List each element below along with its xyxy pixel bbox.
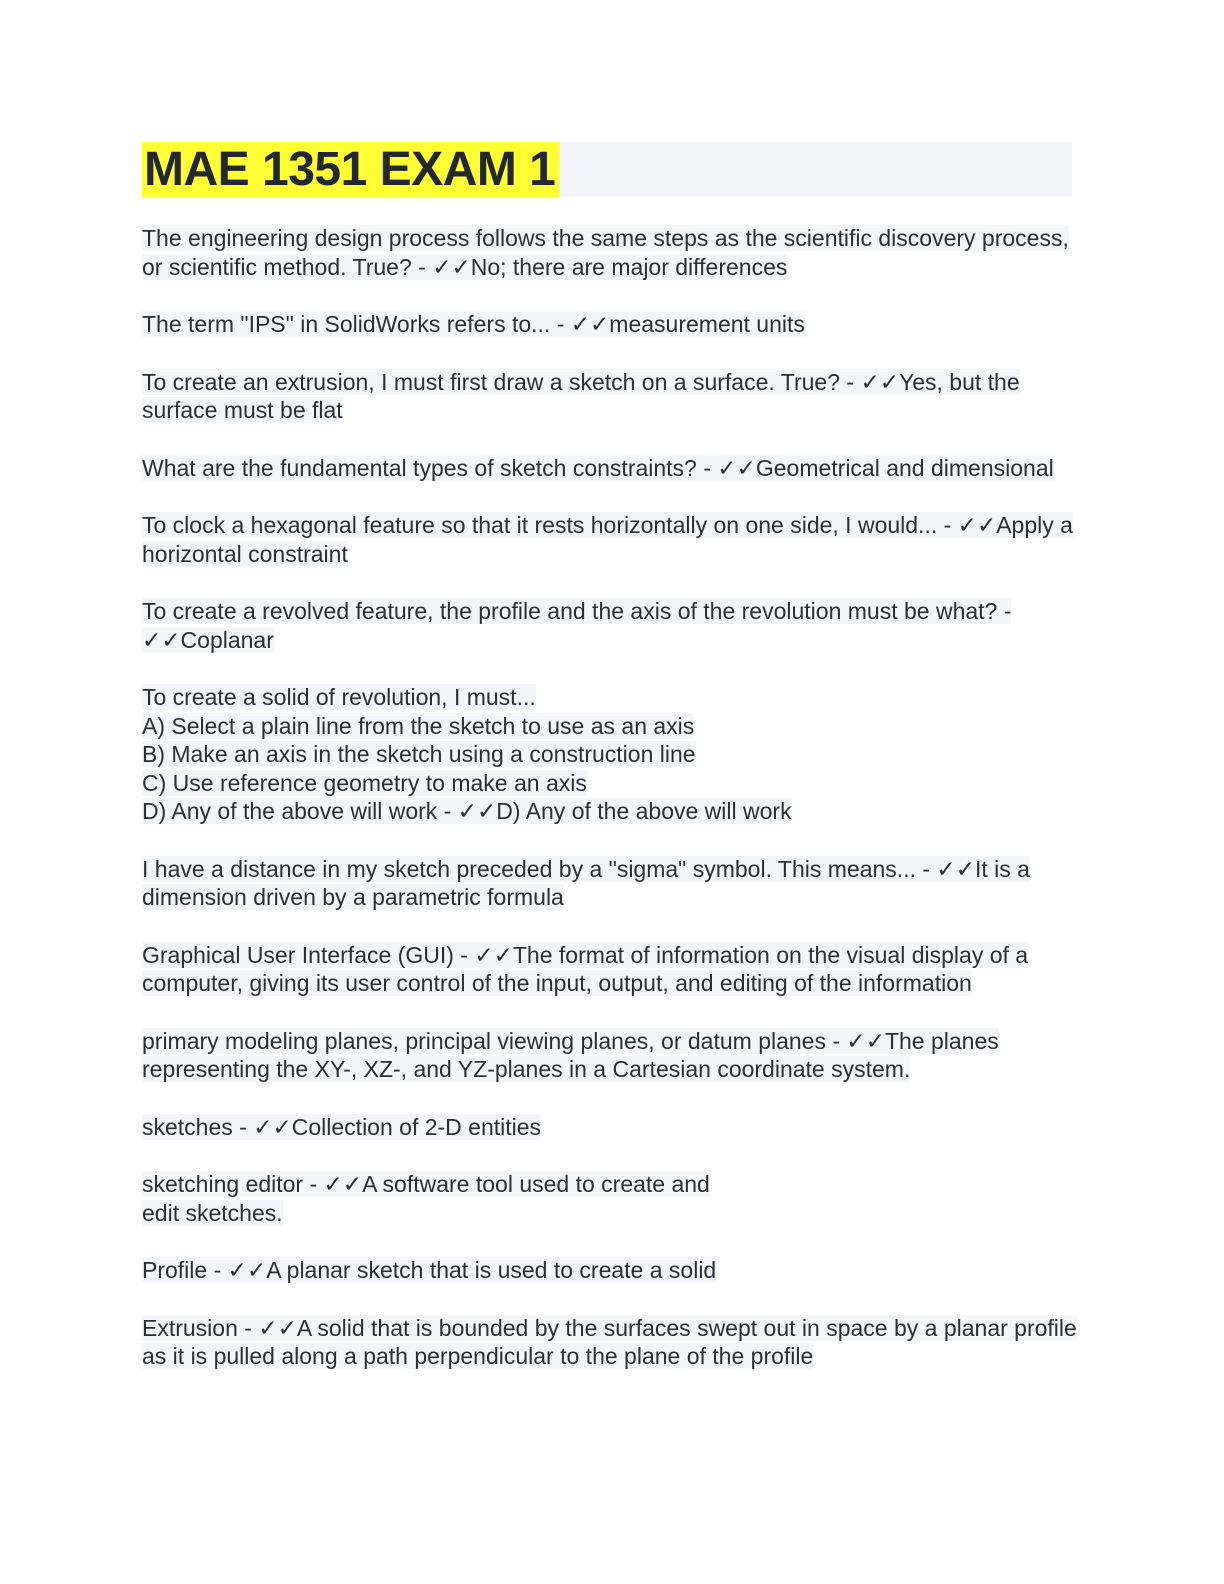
qa-item	[142, 1256, 1082, 1285]
answer-text: The planes representing the XY-, XZ-, and YZ-planes in a Cartesian coordinate system.	[142, 1027, 999, 1082]
question-text: To create a revolved feature, the profile and the axis of the revolution must be what? -	[142, 598, 1012, 624]
check-mark-icon: ✓✓	[432, 253, 471, 280]
question-text: Extrusion -	[142, 1314, 259, 1341]
check-mark-icon: ✓✓	[142, 626, 181, 653]
answer-text: A solid that is bounded by the surfaces swept out in space by a planar profile as it is pulled along a path perpendicular to the plane of the profile	[142, 1314, 1077, 1369]
question-line: To create a solid of revolution, I must...	[142, 684, 536, 710]
qa-item	[142, 368, 1082, 425]
option-d-line: D) Any of the above will work -	[142, 798, 458, 824]
question-text: I have a distance in my sketch preceded by a "sigma" symbol. This means... -	[142, 855, 937, 882]
answer-text: Apply a horizontal constraint	[142, 512, 1073, 567]
question-text: Graphical User Interface (GUI) -	[142, 941, 475, 968]
qa-item	[142, 511, 1082, 568]
check-mark-icon: ✓✓	[936, 855, 975, 882]
question-text: The term "IPS" in SolidWorks refers to... -	[142, 311, 571, 337]
answer-text: Coplanar	[180, 626, 274, 653]
check-mark-icon: ✓✓	[957, 512, 997, 538]
option-b-line: B) Make an axis in the sketch using a construction line	[142, 741, 696, 767]
answer-text: It is a dimension driven by a parametric formula	[142, 855, 1030, 910]
check-mark-icon: ✓✓	[323, 1171, 363, 1197]
check-mark-icon: ✓✓	[227, 1257, 267, 1283]
question-text: sketches -	[142, 1113, 254, 1140]
qa-item	[142, 1113, 1082, 1142]
answer-line: A software tool used to create and	[362, 1171, 710, 1197]
qa-item	[142, 1170, 1082, 1227]
qa-item	[142, 454, 1082, 483]
question-text: To clock a hexagonal feature so that it rests horizontally on one side, I would... -	[142, 512, 958, 538]
qa-list	[142, 224, 1082, 1400]
answer-text: The format of information on the visual display of a computer, giving its user control of the input, output, and editing of the information	[142, 941, 1029, 996]
option-a-line: A) Select a plain line from the sketch to use as an axis	[142, 712, 695, 739]
check-mark-icon: ✓✓	[253, 1113, 292, 1140]
answer-text: Collection of 2-D entities	[291, 1113, 542, 1140]
question-text: primary modeling planes, principal viewing planes, or datum planes -	[142, 1027, 847, 1054]
check-mark-icon: ✓✓	[860, 368, 899, 395]
question-text: What are the fundamental types of sketch constraints? -	[142, 454, 718, 481]
option-c-line: C) Use reference geometry to make an axis	[142, 769, 587, 796]
answer-line: edit sketches.	[142, 1199, 283, 1226]
question-text: sketching editor -	[142, 1171, 324, 1197]
qa-item	[142, 1027, 1082, 1084]
qa-item	[142, 224, 1082, 281]
answer-text: measurement units	[609, 311, 805, 337]
answer-text: Yes, but the surface must be flat	[142, 368, 1020, 423]
check-mark-icon: ✓✓	[570, 311, 610, 337]
answer-text: D) Any of the above will work	[496, 798, 792, 824]
answer-text: No; there are major differences	[470, 253, 788, 280]
check-mark-icon: ✓✓	[717, 454, 756, 481]
answer-text: Geometrical and dimensional	[755, 454, 1054, 481]
check-mark-icon: ✓✓	[846, 1027, 885, 1054]
page-title: MAE 1351 EXAM 1	[142, 142, 559, 197]
qa-item	[142, 1314, 1082, 1371]
answer-text: A planar sketch that is used to create a solid	[266, 1257, 717, 1283]
qa-item	[142, 683, 1082, 826]
check-mark-icon: ✓✓	[258, 1314, 297, 1341]
question-text: Profile -	[142, 1257, 228, 1283]
question-text: To create an extrusion, I must first draw a sketch on a surface. True? -	[142, 368, 861, 395]
qa-item	[142, 597, 1082, 654]
qa-item	[142, 310, 1082, 339]
check-mark-icon: ✓✓	[457, 798, 497, 824]
question-text: The engineering design process follows the same steps as the scientific discovery process, or scientific method. True? -	[142, 225, 1069, 280]
qa-item	[142, 941, 1082, 998]
check-mark-icon: ✓✓	[474, 941, 513, 968]
qa-item	[142, 855, 1082, 912]
